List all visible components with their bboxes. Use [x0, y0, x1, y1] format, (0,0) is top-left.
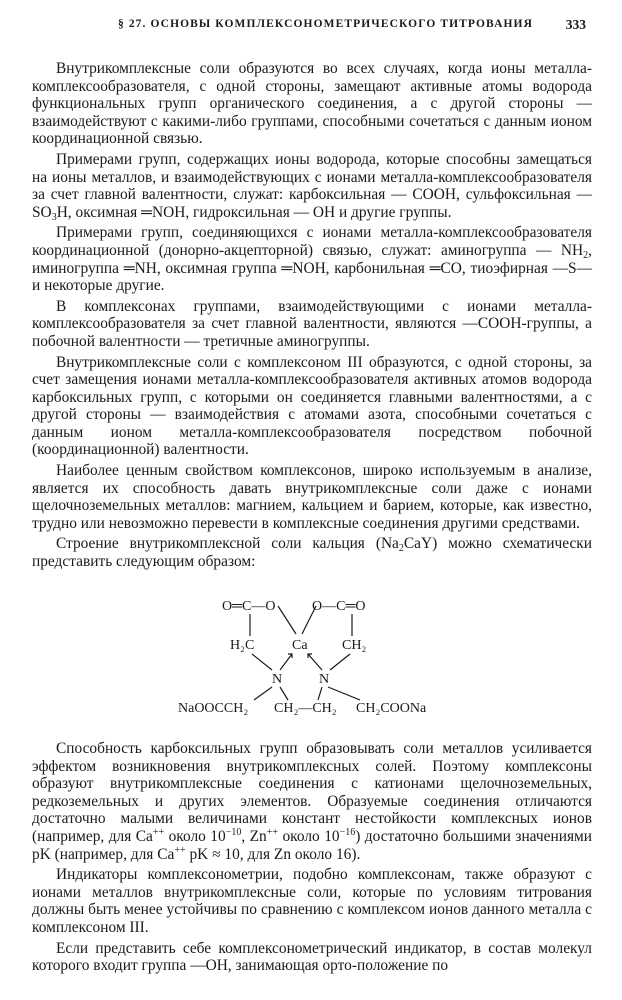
paragraph-8-text-d: около 10: [278, 827, 340, 845]
superscript-zn: ++: [266, 826, 279, 838]
paragraph-3-text-b: , иминогруппа ═NH, оксимная группа ═NOH, карбонильная ═CO, тиоэфирная —S— и некоторые другие.: [32, 241, 592, 295]
paragraph-8-text-e: ) достаточно большими значениями pK (например, для Ca: [32, 827, 593, 863]
paragraph-3: [32, 224, 592, 294]
bond-n-substituent-left: [254, 687, 272, 700]
superscript-ca-2: ++: [174, 844, 186, 856]
coord-bond-right: [308, 654, 322, 670]
formula-right-nitrogen: N: [319, 672, 330, 687]
paragraph-2-text-b: H, оксимная ═NOH, гидроксильная — OH и другие группы.: [56, 203, 452, 221]
formula-right-carboxyl: O—C═O: [312, 599, 366, 614]
superscript-minus10: −10: [225, 826, 242, 838]
paragraph-5: Внутрикомплексные соли с комплексоном III образуются, с одной стороны, за счет замещения ионами металла-комплексообразователя активных атомов водорода карбоксильных групп, с которыми он соединяется главными валентностями, а с другой стороны — взаимодействия с атомами азота, способными сочетаться с данным ионом металла-комплексообразователя посредством побочной (координационной) валентности.: [32, 353, 592, 459]
bond-n-bridge-right: [318, 687, 322, 700]
subscript-2b: 2: [398, 543, 404, 555]
bond-n-bridge-left: [280, 687, 288, 700]
paragraph-8-text-c: , Zn: [241, 827, 267, 845]
paragraph-4: В комплексонах группами, взаимодействующими с ионами металла-комплексообразователя за счет главной валентности, являются —COOH-группы, а побочной валентности — третичные аминогруппы.: [32, 297, 592, 350]
bond-ch2-n-right: [330, 654, 350, 670]
paragraph-10: Если представить себе комплексонометрический индикатор, в состав молекул которого входит группа —OH, занимающая орто-положение по: [32, 939, 592, 975]
formula-left-nitrogen: N: [272, 672, 283, 687]
running-head: § 27. ОСНОВЫ КОМПЛЕКСОНОМЕТРИЧЕСКОГО ТИТРОВАНИЯ: [118, 18, 533, 30]
bond-o-ca-left: [278, 606, 296, 634]
bond-n-substituent-right: [328, 687, 360, 700]
bond-o-ca-right: [302, 606, 316, 634]
paragraph-8-text-b: около 10: [164, 827, 226, 845]
structural-formula: [170, 594, 460, 724]
subscript-2: 2: [583, 249, 589, 261]
formula-left-substituent: NaOOCCH₂: [178, 701, 249, 716]
formula-left-ch2: H₂C: [230, 638, 255, 653]
paragraph-9: Индикаторы комплексонометрии, подобно комплексонам, также образуют с ионами металлов внутрикомплексные соли, которые по условиям титрования должны быть менее устойчивы по сравнению с комплексом ионов данного металла с комплексоном III.: [32, 866, 592, 936]
superscript-ca: ++: [152, 826, 165, 838]
paragraph-8-text-a: Способность карбоксильных групп образовывать соли металлов усиливается эффектом возникновения внутрикомплексных солей. Поэтому комплексоны образуют внутрикомплексные соединения с катионами щелочноземельных, редкоземельных и других элементов. Образуемые соединения отличаются достаточно малыми величинами констант нестойкости комплексных ионов (например, для Ca: [32, 740, 592, 845]
page-header: [0, 18, 622, 40]
text-body-bottom: [32, 740, 592, 978]
paragraph-7: [32, 535, 592, 570]
subscript-3: 3: [51, 211, 57, 223]
paragraph-8-text-f: pK ≈ 10, для Zn около 16).: [185, 845, 361, 863]
paragraph-2-text-a: Примерами групп, содержащих ионы водорода, которые способны замещаться на ионы металлов, и взаимодействующих с ионами металла-комплексообразователя за счет главной валентности, служат: карбоксильная — COOH, сульфоксильная — SO: [32, 150, 592, 221]
page-number: 333: [565, 17, 586, 32]
bond-ch2-n-left: [252, 654, 272, 670]
superscript-minus16: −16: [339, 826, 356, 838]
formula-calcium: Ca: [292, 638, 308, 653]
paragraph-2: [32, 151, 592, 221]
paragraph-8: [32, 740, 592, 863]
formula-left-carboxyl: O═C—O: [222, 599, 276, 614]
formula-right-ch2: CH₂: [342, 638, 367, 653]
text-body-top: [32, 60, 592, 574]
paragraph-3-text-a: Примерами групп, соединяющихся с ионами металла-комплексообразователя координационной (донорно-акцепторной) связью, служат: аминогруппа — NH: [32, 224, 592, 259]
paragraph-6: Наиболее ценным свойством комплексонов, широко используемым в анализе, является их способность давать внутрикомплексные соли даже с ионами щелочноземельных металлов: магнием, кальцием и барием, которые, как известно, трудно или невозможно перевести в комплексные соединения другими средствами.: [32, 462, 592, 532]
formula-right-substituent: CH₂COONa: [356, 701, 427, 716]
paragraph-7-text-b: CaY) можно схематически представить следующим образом:: [32, 535, 592, 571]
paragraph-7-text-a: Строение внутрикомплексной соли кальция (Na: [56, 535, 399, 553]
formula-bridge: CH₂—CH₂: [274, 701, 337, 716]
coord-bond-left: [280, 654, 292, 670]
formula-drawing: [170, 594, 460, 724]
paragraph-1: Внутрикомплексные соли образуются во всех случаях, когда ионы металла-комплексообразователя, с одной стороны, замещают активные атомы водорода функциональных групп органического соединения, а с другой стороны — взаимодействуют с какими-либо группами, способными сочетаться с данным ионом координационной связью.: [32, 60, 592, 148]
